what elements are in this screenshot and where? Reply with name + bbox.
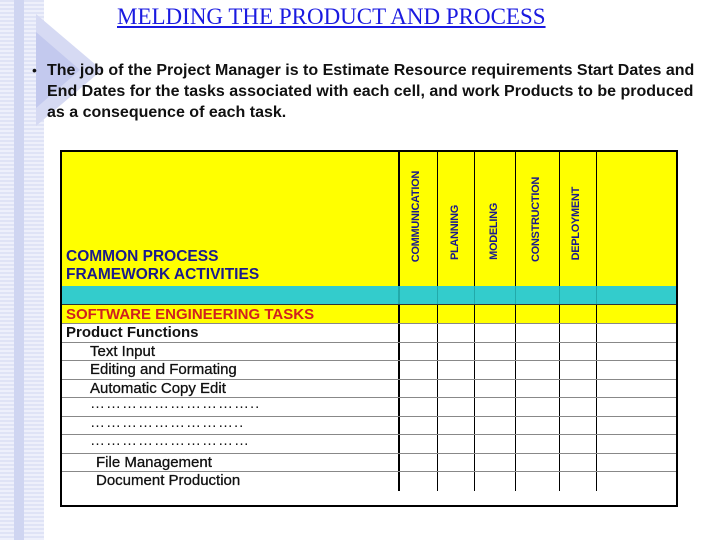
activity-column-extra [597,152,647,286]
activity-label: DEPLOYMENT [570,186,582,260]
tasks-header-row [62,304,676,323]
bullet-marker: • [32,62,37,78]
table-row [62,453,676,473]
header-label-line2: FRAMEWORK ACTIVITIES [66,266,260,283]
placeholder-task-label: ………………………… [90,432,250,449]
task-label: Automatic Copy Edit [90,379,226,397]
table-row [62,342,676,362]
slide-title: MELDING THE PRODUCT AND PROCESS [117,4,546,29]
activity-column-deployment [560,152,597,286]
table-row [62,471,676,491]
framework-activities-label [66,248,259,284]
header-label-cell [62,152,400,286]
task-label: Document Production [96,472,241,489]
activity-column-planning [438,152,475,286]
table-row [62,323,676,343]
table-row [62,360,676,380]
group-label: Product Functions [66,324,199,341]
activity-column-modeling [475,152,516,286]
activity-column-communication [400,152,438,286]
bullet-paragraph [32,60,702,123]
activity-label: PLANNING [449,204,461,260]
matrix-header-row [62,152,676,286]
header-label-line1: COMMON PROCESS [66,248,219,265]
tasks-header-label: SOFTWARE ENGINEERING TASKS [66,306,315,323]
process-task-matrix [60,150,678,507]
task-label: Editing and Formating [90,361,237,378]
bullet-text: The job of the Project Manager is to Estimate Resource requirements Start Dates and End Dates for the tasks associated with each cell, and work Products to be produced as a consequence of each task. [47,62,695,121]
activity-label: MODELING [488,203,500,260]
activity-label: CONSTRUCTION [530,176,542,262]
placeholder-task-label: ……………………….. [90,413,245,431]
teal-separator-row [62,286,676,304]
activity-column-construction [516,152,560,286]
table-row [62,434,676,454]
placeholder-task-label: ………………………….. [90,395,261,412]
task-label: File Management [96,453,212,471]
task-label: Text Input [90,342,156,360]
activity-label: COMMUNICATION [410,170,422,262]
